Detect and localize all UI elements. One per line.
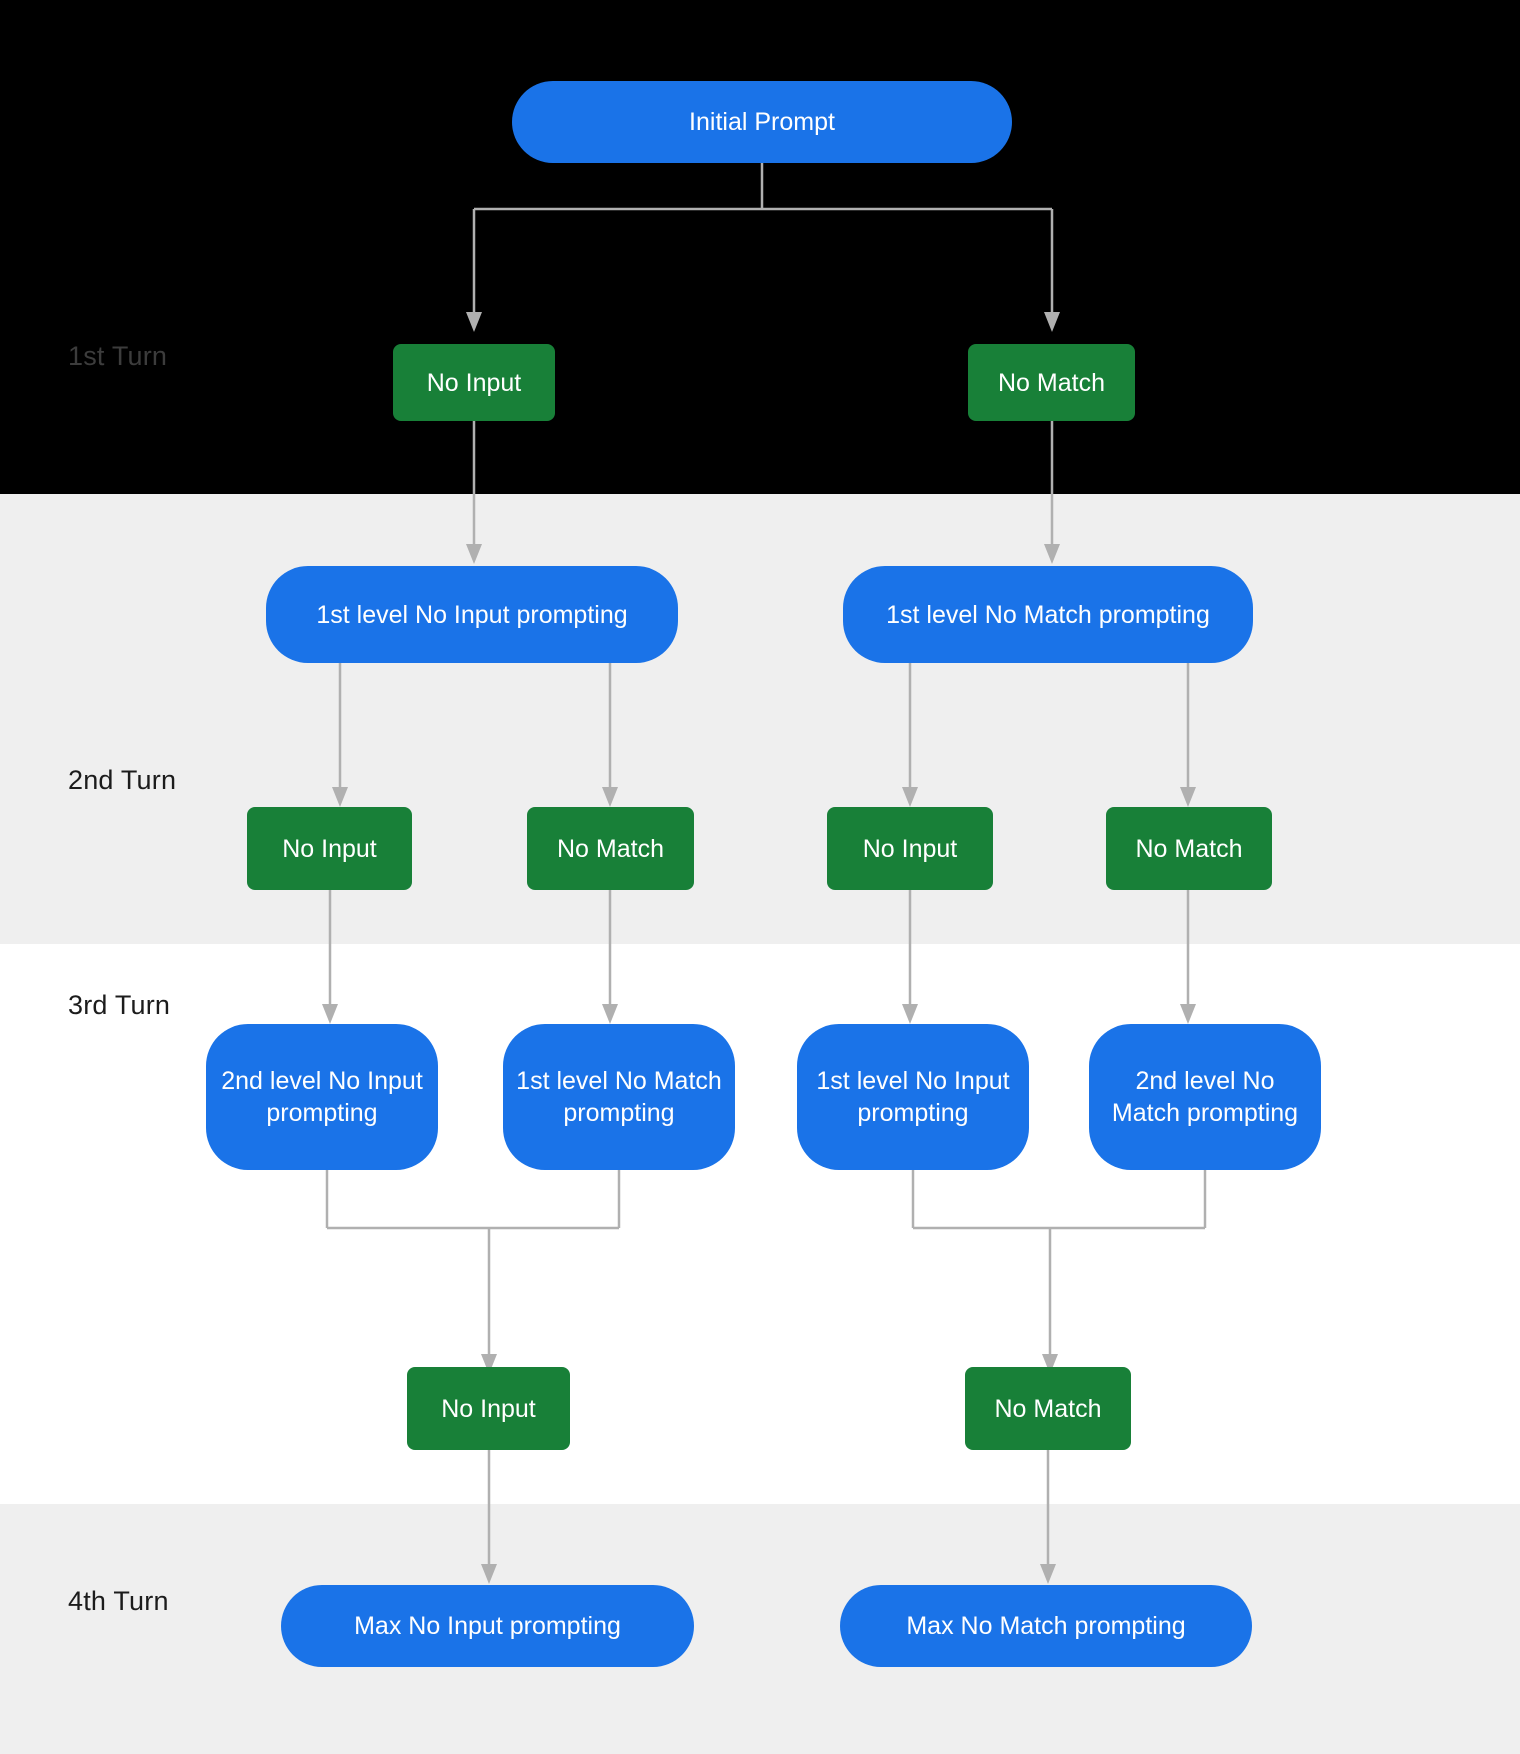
node-initial-prompt[interactable]: Initial Prompt — [512, 81, 1012, 163]
node-1st-level-no-input-prompting[interactable]: 1st level No Input prompting — [266, 566, 678, 663]
node-turn2-no-match-b[interactable]: No Match — [1106, 807, 1272, 890]
band-1st-turn — [0, 0, 1520, 494]
node-turn2-no-match-a[interactable]: No Match — [527, 807, 694, 890]
node-turn1-no-match[interactable]: No Match — [968, 344, 1135, 421]
node-2nd-level-no-match-prompting[interactable]: 2nd level No Match prompting — [1089, 1024, 1321, 1170]
node-turn2-no-input-a[interactable]: No Input — [247, 807, 412, 890]
band-2nd-turn — [0, 494, 1520, 944]
node-max-no-input-prompting[interactable]: Max No Input prompting — [281, 1585, 694, 1667]
node-2nd-level-no-input-prompting[interactable]: 2nd level No Input prompting — [206, 1024, 438, 1170]
node-turn1-no-input[interactable]: No Input — [393, 344, 555, 421]
node-1st-level-no-input-prompting-b[interactable]: 1st level No Input prompting — [797, 1024, 1029, 1170]
node-1st-level-no-match-prompting[interactable]: 1st level No Match prompting — [843, 566, 1253, 663]
node-turn3-no-input[interactable]: No Input — [407, 1367, 570, 1450]
turn-label-4th: 4th Turn — [68, 1586, 169, 1616]
node-max-no-match-prompting[interactable]: Max No Match prompting — [840, 1585, 1252, 1667]
node-turn2-no-input-b[interactable]: No Input — [827, 807, 993, 890]
turn-label-1st: 1st Turn — [68, 341, 168, 371]
node-1st-level-no-match-prompting-b[interactable]: 1st level No Match prompting — [503, 1024, 735, 1170]
turn-label-2nd: 2nd Turn — [68, 765, 177, 795]
band-4th-turn — [0, 1504, 1520, 1754]
node-turn3-no-match[interactable]: No Match — [965, 1367, 1131, 1450]
turn-label-3rd: 3rd Turn — [68, 990, 171, 1020]
